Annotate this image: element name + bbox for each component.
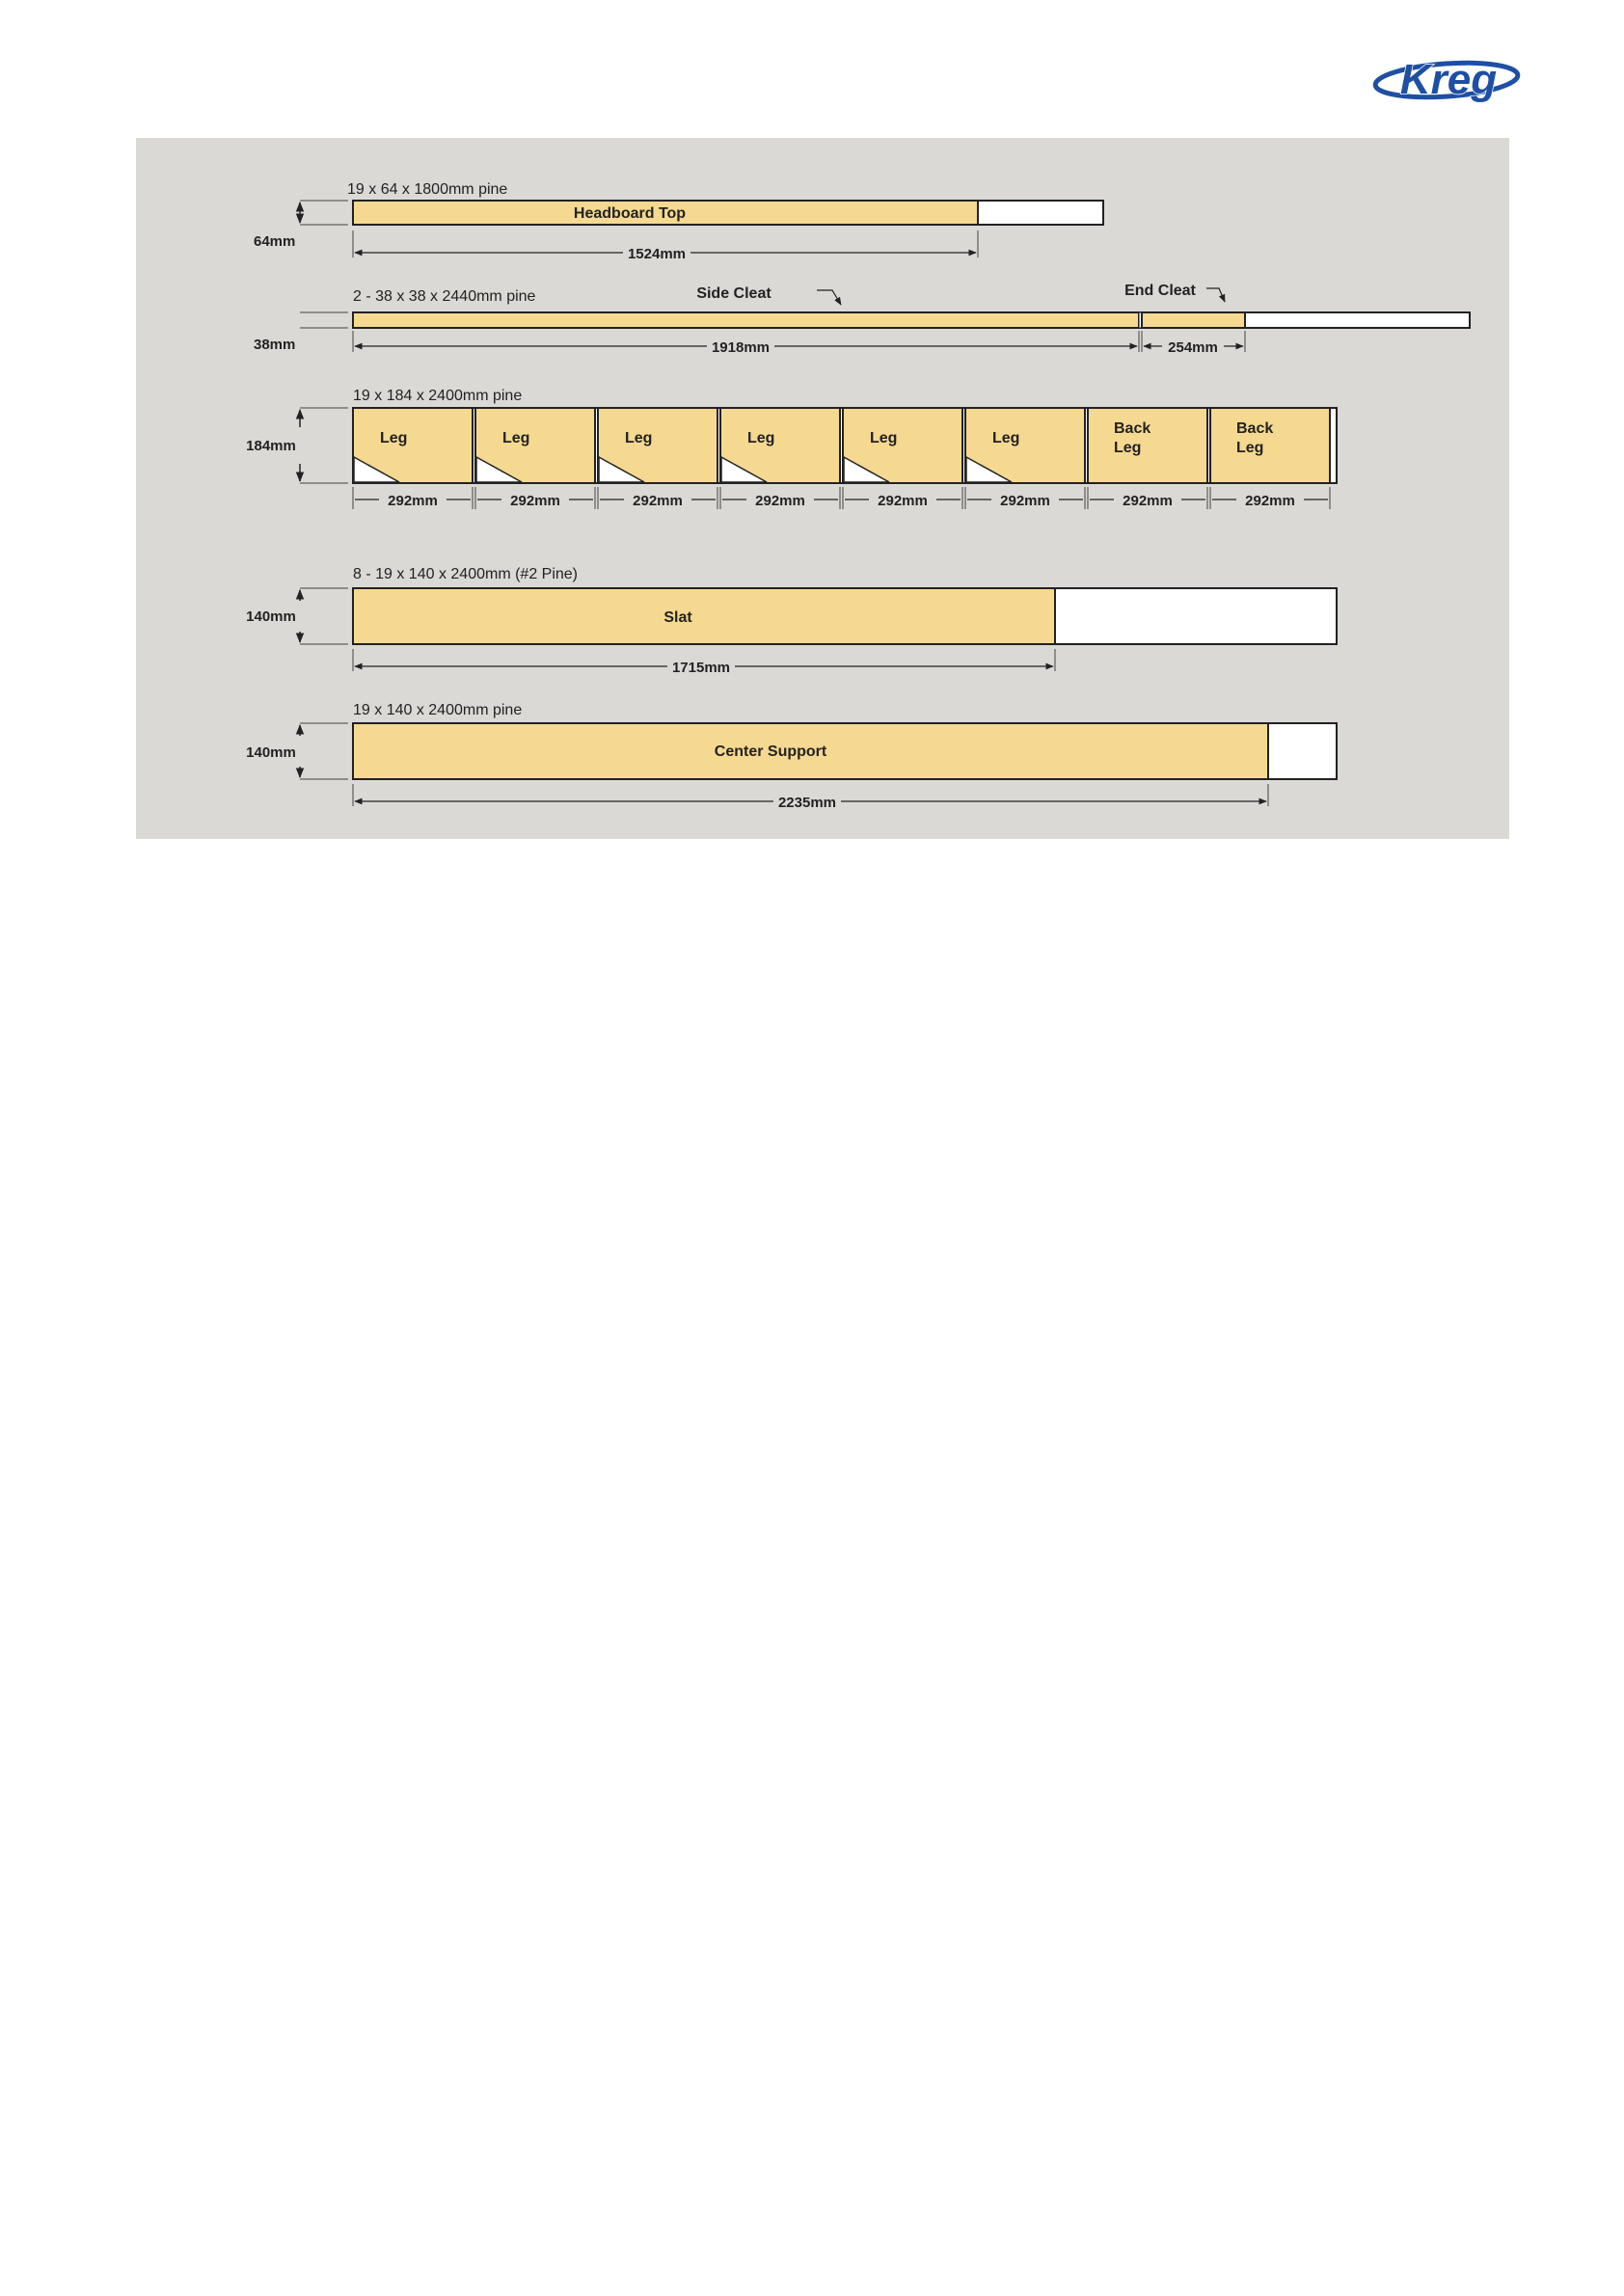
leg-length: 292mm [878, 493, 928, 509]
center-support-label: Center Support [714, 743, 827, 760]
headboard-top-length: 1524mm [627, 246, 687, 262]
end-cleat-length: 254mm [1168, 339, 1218, 356]
leg-length: 292mm [510, 493, 560, 509]
svg-text:Kreg: Kreg [1399, 56, 1498, 103]
board-4-slat-stock [246, 566, 1337, 676]
board-4-stock-label: 8 - 19 x 140 x 2400mm (#2 Pine) [353, 566, 579, 582]
leg-length: 292mm [1000, 493, 1050, 509]
board-5-center-support-stock [246, 702, 1337, 811]
board-2-stock-label: 2 - 38 x 38 x 2440mm pine [353, 288, 536, 305]
headboard-top-label: Headboard Top [573, 205, 687, 222]
slat-length: 1715mm [671, 660, 731, 676]
leg-label: Leg [747, 430, 775, 446]
kreg-logo [1371, 52, 1522, 108]
side-cleat-callout: Side Cleat [696, 285, 771, 302]
board-4-height-label: 140mm [246, 608, 296, 625]
leg-piece [1210, 408, 1330, 509]
leg-piece [965, 408, 1085, 509]
leg-length: 292mm [1245, 493, 1295, 509]
board-2-cleat-stock [254, 283, 1470, 356]
leg-piece [598, 408, 717, 509]
leg-label: Leg [1114, 440, 1142, 456]
leg-label: Back [1114, 420, 1151, 437]
leg-label: Leg [992, 430, 1020, 446]
board-1-headboard-stock [254, 181, 1103, 262]
leg-label: Leg [380, 430, 408, 446]
leg-length: 292mm [388, 493, 438, 509]
leg-piece [353, 408, 473, 509]
side-cleat-length: 1918mm [711, 339, 771, 356]
leg-length: 292mm [633, 493, 683, 509]
board-1-stock-label: 19 x 64 x 1800mm pine [347, 181, 508, 198]
board-3-leg-stock [246, 388, 1337, 509]
leg-piece [843, 408, 962, 509]
leg-piece-rect [1088, 408, 1207, 483]
cut-list-diagram [136, 138, 1509, 839]
leg-piece [720, 408, 840, 509]
leg-label: Leg [625, 430, 653, 446]
leg-piece [1088, 408, 1207, 509]
slat-piece [353, 588, 1055, 644]
board-5-height-label: 140mm [246, 744, 296, 761]
center-support-length: 2235mm [777, 795, 837, 811]
slat-label: Slat [663, 609, 692, 626]
leg-length: 292mm [755, 493, 805, 509]
side-cleat-piece [353, 312, 1139, 328]
board-2-height-label: 38mm [254, 337, 296, 353]
board-3-height-label: 184mm [246, 438, 296, 454]
leg-label: Leg [1236, 440, 1264, 456]
leg-piece-rect [1210, 408, 1330, 483]
board-1-height-label: 64mm [254, 233, 296, 250]
board-5-stock-label: 19 x 140 x 2400mm pine [353, 702, 523, 718]
end-cleat-piece [1142, 312, 1245, 328]
board-3-stock-label: 19 x 184 x 2400mm pine [353, 388, 523, 404]
leg-piece [475, 408, 595, 509]
leg-label: Back [1236, 420, 1274, 437]
leg-label: Leg [870, 430, 898, 446]
leg-length: 292mm [1123, 493, 1173, 509]
leg-label: Leg [502, 430, 530, 446]
end-cleat-callout: End Cleat [1124, 283, 1196, 299]
